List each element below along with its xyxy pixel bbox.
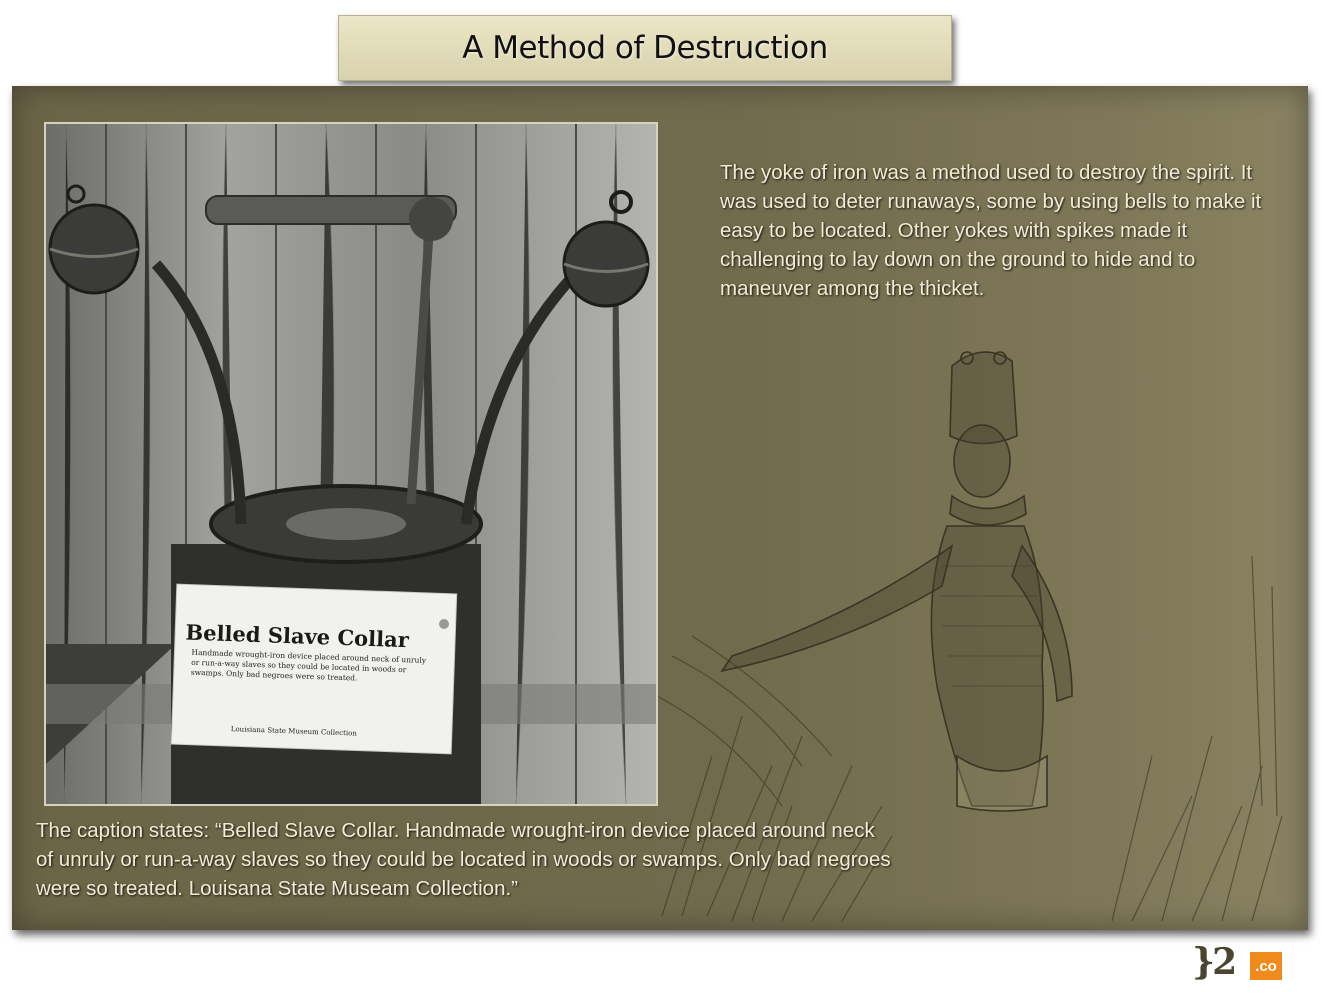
title-banner: [338, 15, 952, 81]
content-panel: [12, 86, 1308, 930]
intro-paragraph: The yoke of iron was a method used to destroy the spirit. It was used to deter runaways, some by using bells to make it easy to be located. Other yokes with spikes made it challenging to lay down on the ground to hide and to maneuver among the thicket.: [720, 161, 1262, 300]
belled-collar-photo: [44, 122, 658, 806]
sign-body: Handmade wrought-iron device placed around neck of unruly or run-a-way slaves so they could be located in woods or swamps. Only bad negroes were so treated.: [190, 647, 427, 683]
logo-co-badge: .co: [1250, 952, 1282, 980]
caption-paragraph: The caption states: “Belled Slave Collar. Handmade wrought-iron device placed around neck of unruly or run-a-way slaves so they could be located in woods or swamps. Only bad negroes were so treated. Louisana State Museam Collection.”: [36, 819, 891, 900]
site-logo[interactable]: [1192, 940, 1288, 984]
sign-title: Belled Slave Collar: [185, 619, 410, 653]
page-title: A Method of Destruction: [462, 30, 828, 66]
sign-credit: Louisiana State Museum Collection: [230, 725, 357, 738]
logo-mark: }2: [1192, 941, 1235, 983]
